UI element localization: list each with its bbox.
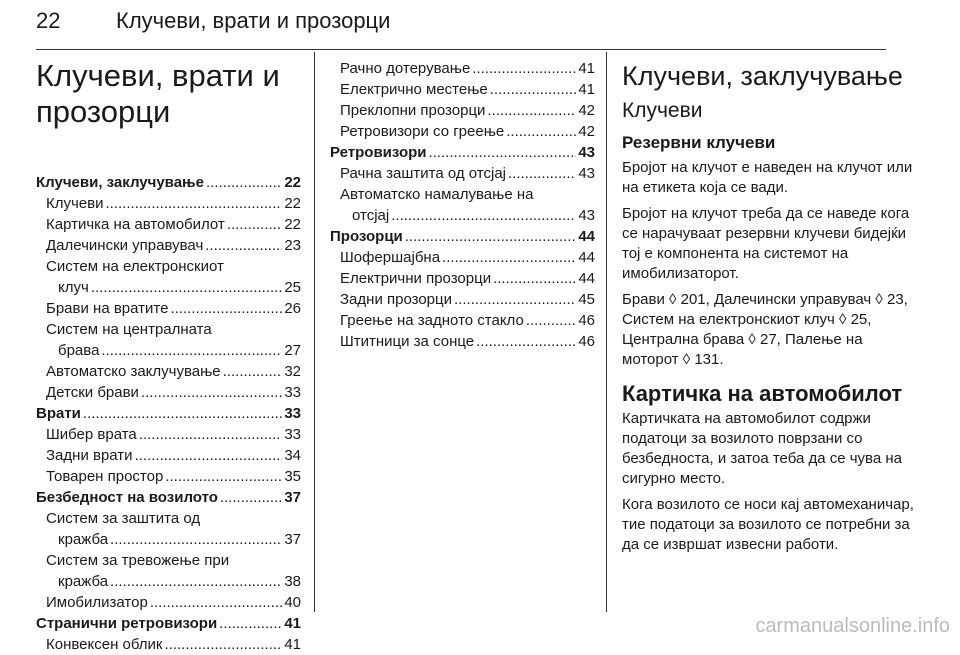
toc-entry-label: Систем за тревожење при xyxy=(46,552,230,569)
toc-leader-dots xyxy=(454,289,576,310)
toc-leader-dots xyxy=(205,235,282,256)
toc-entry[interactable] xyxy=(36,235,301,256)
toc-leader-dots xyxy=(164,634,282,655)
toc-entry-label: Странични ретровизори xyxy=(36,615,218,632)
content-column xyxy=(622,58,922,561)
toc-section-entry[interactable] xyxy=(330,142,595,163)
toc-entry-label: Систем на централната xyxy=(46,321,212,338)
toc-entry-label: Детски брави xyxy=(46,384,139,401)
toc-section-entry[interactable] xyxy=(36,613,301,634)
toc-entry-label: Шофершајбна xyxy=(340,249,441,266)
toc-leader-dots xyxy=(165,466,282,487)
toc-page-number: 38 xyxy=(284,573,301,590)
toc-page-number: 43 xyxy=(578,144,595,161)
toc-page-number: 34 xyxy=(284,447,301,464)
running-title: Клучеви, врати и прозорци xyxy=(116,8,391,33)
page-header xyxy=(36,8,924,48)
toc-section-entry[interactable] xyxy=(36,403,301,424)
toc-entry[interactable] xyxy=(36,361,301,382)
toc-entry-label: Греење на задното стакло xyxy=(340,312,524,329)
toc-page-number: 35 xyxy=(284,468,301,485)
toc-entry-label: Клучеви, заклучување xyxy=(36,174,204,191)
toc-entry[interactable] xyxy=(36,298,301,319)
page-number: 22 xyxy=(36,8,61,33)
toc-entry[interactable] xyxy=(330,100,595,121)
toc-page-number: 40 xyxy=(284,594,301,611)
toc-leader-dots xyxy=(91,277,283,298)
toc-entry[interactable] xyxy=(330,289,595,310)
subsection-heading: Картичка на автомобилот xyxy=(622,381,903,406)
toc-list-1 xyxy=(36,172,301,655)
toc-entry[interactable] xyxy=(36,424,301,445)
toc-entry-label: Имобилизатор xyxy=(46,594,148,611)
toc-entry-label: Товарен простор xyxy=(46,468,164,485)
toc-page-number: 33 xyxy=(284,384,301,401)
toc-entry[interactable] xyxy=(330,58,595,79)
toc-leader-dots xyxy=(139,424,283,445)
toc-page-number: 41 xyxy=(578,60,595,77)
toc-list-2 xyxy=(330,58,595,352)
section-heading: Клучеви, заклучување xyxy=(622,61,903,91)
toc-entry-label: Задни врати xyxy=(46,447,133,464)
header-rule xyxy=(36,49,886,50)
toc-page-number: 32 xyxy=(284,363,301,380)
toc-page-number: 37 xyxy=(284,489,301,506)
toc-page-number: 25 xyxy=(284,279,301,296)
toc-section-entry[interactable] xyxy=(36,172,301,193)
toc-leader-dots xyxy=(526,310,576,331)
toc-entry-label: Врати xyxy=(36,405,81,422)
toc-leader-dots xyxy=(476,331,576,352)
toc-leader-dots xyxy=(490,79,577,100)
toc-leader-dots xyxy=(110,571,282,592)
toc-entry[interactable] xyxy=(36,571,301,592)
toc-section-entry[interactable] xyxy=(36,487,301,508)
toc-page-number: 22 xyxy=(284,174,301,191)
toc-entry-label: Конвексен облик xyxy=(46,636,163,653)
watermark: carmanualsonline.info xyxy=(755,615,950,637)
toc-page-number: 33 xyxy=(284,405,301,422)
toc-leader-dots xyxy=(135,445,283,466)
toc-entry-label: кражба xyxy=(58,531,109,548)
column-divider-2 xyxy=(606,52,607,612)
toc-leader-dots xyxy=(442,247,576,268)
toc-entry-label: отсјај xyxy=(352,207,390,224)
chapter-title xyxy=(36,58,301,130)
toc-page-number: 46 xyxy=(578,333,595,350)
toc-entry-label: Далечински управувач xyxy=(46,237,204,254)
subsection-heading: Клучеви xyxy=(622,99,703,122)
toc-entry-label: Рачна заштита од отсјај xyxy=(340,165,506,182)
toc-entry[interactable] xyxy=(330,121,595,142)
toc-page-number: 41 xyxy=(284,636,301,653)
toc-page-number: 37 xyxy=(284,531,301,548)
toc-leader-dots xyxy=(506,121,576,142)
toc-leader-dots xyxy=(391,205,576,226)
column-divider-1 xyxy=(314,52,315,612)
toc-leader-dots xyxy=(141,382,282,403)
toc-entry-label: Безбедност на возилото xyxy=(36,489,218,506)
paragraph: Бројот на клучот е наведен на клучот или на етикета која се вади. xyxy=(622,159,913,196)
toc-leader-dots xyxy=(223,361,283,382)
toc-entry[interactable] xyxy=(36,592,301,613)
chapter-title-line-2: прозорци xyxy=(36,94,171,129)
toc-entry-label: Електрични прозорци xyxy=(340,270,492,287)
toc-page-number: 46 xyxy=(578,312,595,329)
toc-page-number: 22 xyxy=(284,216,301,233)
toc-leader-dots xyxy=(219,613,282,634)
toc-entry-label: Брави на вратите xyxy=(46,300,169,317)
toc-entry[interactable] xyxy=(330,205,595,226)
toc-entry[interactable] xyxy=(36,193,301,214)
paragraph-references: Брави ◊ 201, Далечински управувач ◊ 23, Систем на електронскиот клуч ◊ 25, Централна брава ◊ 27, Палење на моторот ◊ 131. xyxy=(622,291,908,368)
toc-page-number: 43 xyxy=(578,165,595,182)
toc-section-entry[interactable] xyxy=(330,226,595,247)
toc-entry-label: брава xyxy=(58,342,100,359)
toc-entry[interactable] xyxy=(330,310,595,331)
paragraph: Картичката на автомобилот содржи податоци за возилото поврзани со безбедноста, и затоа теба да се чува на сигурно место. xyxy=(622,410,902,487)
paragraph: Кога возилото се носи кај автомеханичар, тие податоци за возилото се потребни за да се извршат извесни работи. xyxy=(622,496,914,553)
toc-page-number: 45 xyxy=(578,291,595,308)
toc-page-number: 41 xyxy=(284,615,301,632)
toc-page-number: 41 xyxy=(578,81,595,98)
toc-entry-label: Ретровизори xyxy=(330,144,427,161)
toc-leader-dots xyxy=(508,163,576,184)
toc-entry-label: Електрично местење xyxy=(340,81,488,98)
toc-page-number: 22 xyxy=(284,195,301,212)
toc-page-number: 27 xyxy=(284,342,301,359)
toc-page-number: 42 xyxy=(578,102,595,119)
toc-entry-label: Задни прозорци xyxy=(340,291,452,308)
toc-entry[interactable] xyxy=(36,382,301,403)
toc-page-number: 33 xyxy=(284,426,301,443)
toc-leader-dots xyxy=(429,142,577,163)
toc-page-number: 43 xyxy=(578,207,595,224)
toc-page-number: 26 xyxy=(284,300,301,317)
toc-page-number: 44 xyxy=(578,228,595,245)
toc-entry-label: кражба xyxy=(58,573,109,590)
toc-leader-dots xyxy=(110,529,282,550)
toc-entry-label: Клучеви xyxy=(46,195,104,212)
toc-page-number: 44 xyxy=(578,270,595,287)
toc-leader-dots xyxy=(220,487,282,508)
toc-entry[interactable] xyxy=(36,340,301,361)
toc-leader-dots xyxy=(83,403,282,424)
toc-page-number: 42 xyxy=(578,123,595,140)
toc-entry[interactable] xyxy=(330,247,595,268)
toc-entry-label: Картичка на автомобилот xyxy=(46,216,225,233)
toc-entry-label: Шибер врата xyxy=(46,426,137,443)
toc-page-number: 23 xyxy=(284,237,301,254)
toc-column-1 xyxy=(36,58,301,655)
toc-entry[interactable] xyxy=(36,277,301,298)
toc-entry[interactable] xyxy=(330,331,595,352)
toc-entry[interactable] xyxy=(36,634,301,655)
toc-entry-label: Автоматско намалување на xyxy=(340,186,534,203)
toc-entry-label: Систем за заштита од xyxy=(46,510,201,527)
toc-entry[interactable] xyxy=(330,268,595,289)
toc-leader-dots xyxy=(472,58,576,79)
toc-entry[interactable] xyxy=(36,466,301,487)
toc-entry[interactable] xyxy=(330,163,595,184)
toc-entry-label: клуч xyxy=(58,279,89,296)
toc-column-2 xyxy=(330,58,595,352)
toc-page-number: 44 xyxy=(578,249,595,266)
toc-leader-dots xyxy=(227,214,283,235)
toc-leader-dots xyxy=(101,340,282,361)
toc-entry-label: Преклопни прозорци xyxy=(340,102,486,119)
toc-leader-dots xyxy=(487,100,576,121)
toc-entry[interactable] xyxy=(36,529,301,550)
toc-leader-dots xyxy=(170,298,282,319)
toc-leader-dots xyxy=(106,193,283,214)
toc-entry-label: Штитници за сонце xyxy=(340,333,475,350)
toc-entry[interactable] xyxy=(36,214,301,235)
toc-leader-dots xyxy=(150,592,282,613)
toc-entry[interactable] xyxy=(36,445,301,466)
topic-heading: Резервни клучеви xyxy=(622,133,776,152)
toc-entry-label: Автоматско заклучување xyxy=(46,363,221,380)
toc-entry-label: Систем на електронскиот xyxy=(46,258,224,275)
toc-leader-dots xyxy=(493,268,576,289)
toc-entry-label: Ретровизори со греење xyxy=(340,123,505,140)
toc-leader-dots xyxy=(405,226,577,247)
toc-entry[interactable] xyxy=(330,79,595,100)
toc-entry-label: Прозорци xyxy=(330,228,403,245)
toc-entry-label: Рачно дотерување xyxy=(340,60,471,77)
toc-leader-dots xyxy=(206,172,282,193)
chapter-title-line-1: Клучеви, врати и xyxy=(36,58,280,93)
paragraph: Бројот на клучот треба да се наведе кога се нарачуваат резервни клучеви бидејќи тој е компонента на системот на имобилизаторот. xyxy=(622,205,910,282)
